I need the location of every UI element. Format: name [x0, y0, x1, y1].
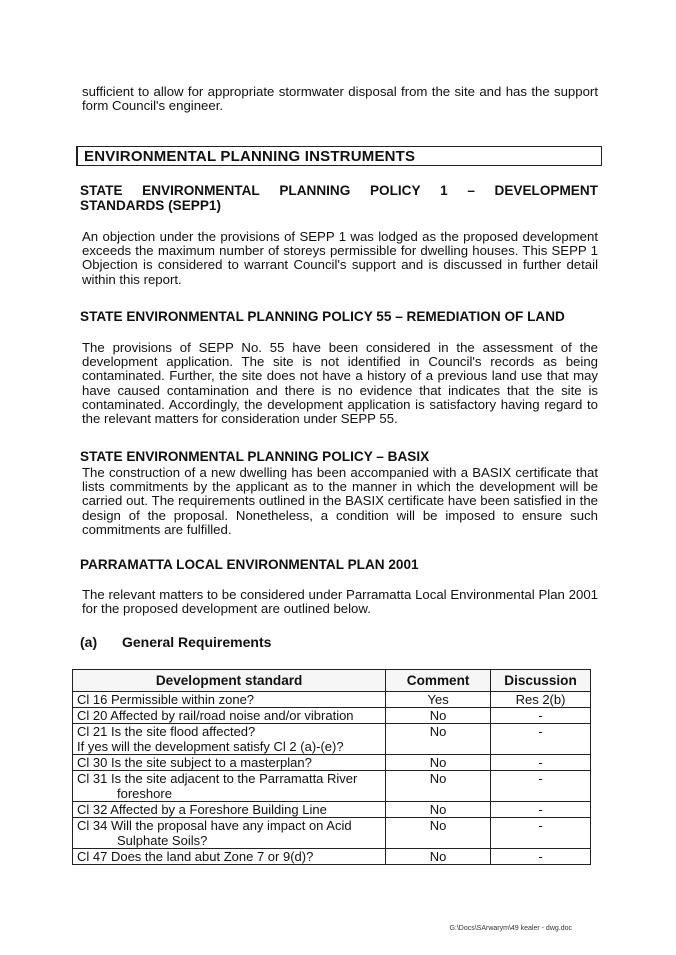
cell-discussion: - — [491, 849, 591, 865]
sepp1-heading-line2: STANDARDS (SEPP1) — [80, 198, 221, 213]
cell-development-standard — [73, 771, 386, 802]
lep-heading: PARRAMATTA LOCAL ENVIRONMENTAL PLAN 2001 — [80, 557, 419, 572]
cell-discussion: - — [491, 802, 591, 818]
standard-text: Cl 16 Permissible within zone? — [77, 692, 255, 707]
sepp55-heading: STATE ENVIRONMENTAL PLANNING POLICY 55 – REMEDIATION OF LAND — [80, 309, 565, 324]
cell-comment: No — [386, 849, 491, 865]
footer-file-path: G:\Docs\SArwarym\49 kealer - dwg.doc — [449, 925, 572, 932]
header-development-standard: Development standard — [73, 670, 386, 692]
basix-heading: STATE ENVIRONMENTAL PLANNING POLICY – BASIX — [80, 449, 430, 464]
table-row — [73, 724, 591, 755]
cell-discussion: - — [491, 818, 591, 849]
sepp1-heading-word: PLANNING — [279, 183, 351, 198]
cell-discussion: - — [491, 771, 591, 802]
standard-text: Cl 20 Affected by rail/road noise and/or vibration — [77, 708, 354, 723]
section-title: ENVIRONMENTAL PLANNING INSTRUMENTS — [84, 148, 416, 165]
sepp55-body: The provisions of SEPP No. 55 have been considered in the assessment of the development application. The site is not identified in Council's records as being contaminated. Further, the site does not have a history of a previous land use that may have caused contamination and there is no evidence that indicates that the site is contaminated. Accordingly, the development application is satisfactory having regard to the relevant matters for consideration under SEPP 55. — [82, 340, 598, 427]
sepp1-heading-line1 — [80, 183, 598, 198]
table-header-row — [73, 670, 591, 692]
cell-comment: No — [386, 755, 491, 771]
sepp1-heading-word: POLICY — [369, 183, 421, 198]
intro-paragraph: sufficient to allow for appropriate stormwater disposal from the site and has the support form Council's engineer. — [82, 84, 598, 114]
standard-text: Cl 30 Is the site subject to a masterplan? — [77, 755, 312, 770]
table-row — [73, 755, 591, 771]
general-requirements-heading — [80, 634, 271, 650]
sepp1-body: An objection under the provisions of SEPP 1 was lodged as the proposed development exceeds the maximum number of storeys permissible for dwelling houses. This SEPP 1 Objection is considered to warrant Council's support and is discussed in further detail within this report. — [82, 229, 598, 287]
cell-development-standard — [73, 802, 386, 818]
cell-discussion: - — [491, 724, 591, 755]
cell-comment: No — [386, 724, 491, 755]
cell-development-standard — [73, 708, 386, 724]
header-discussion: Discussion — [491, 670, 591, 692]
standard-text: Cl 21 Is the site flood affected? — [77, 724, 256, 739]
table-row — [73, 708, 591, 724]
sepp1-heading-word: STATE — [80, 183, 123, 198]
general-requirements-title: General Requirements — [122, 634, 272, 650]
standard-text: Cl 31 Is the site adjacent to the Parramatta River — [77, 771, 358, 786]
basix-body: The construction of a new dwelling has been accompanied with a BASIX certificate that lists commitments by the applicant as to the manner in which the development will be carried out. The requirements outlined in the BASIX certificate have been satisfied in the design of the proposal. Nonetheless, a condition will be imposed to ensure such commitments are fulfilled. — [82, 465, 598, 537]
lep-body: The relevant matters to be considered under Parramatta Local Environmental Plan 2001 for the proposed development are outlined below. — [82, 587, 598, 617]
cell-development-standard — [73, 724, 386, 755]
standard-text: Cl 47 Does the land abut Zone 7 or 9(d)? — [77, 849, 314, 864]
cell-comment: No — [386, 708, 491, 724]
header-comment: Comment — [386, 670, 491, 692]
cell-development-standard — [73, 849, 386, 865]
sepp1-heading-word: – — [467, 183, 475, 198]
standard-text: Cl 32 Affected by a Foreshore Building Line — [77, 802, 327, 817]
cell-comment: Yes — [386, 692, 491, 708]
requirements-table — [72, 669, 591, 865]
sepp1-heading-word: ENVIRONMENTAL — [142, 183, 260, 198]
cell-development-standard — [73, 755, 386, 771]
table-row — [73, 849, 591, 865]
cell-comment: No — [386, 818, 491, 849]
cell-comment: No — [386, 771, 491, 802]
section-title-box — [76, 146, 602, 166]
table-row — [73, 771, 591, 802]
cell-discussion: - — [491, 708, 591, 724]
sepp1-heading-word: 1 — [440, 183, 448, 198]
table-row — [73, 818, 591, 849]
cell-discussion: Res 2(b) — [491, 692, 591, 708]
standard-text-continued: If yes will the development satisfy Cl 2 (a)-(e)? — [77, 739, 344, 754]
cell-discussion: - — [491, 755, 591, 771]
sepp1-heading — [80, 183, 598, 213]
cell-development-standard — [73, 818, 386, 849]
table-row — [73, 802, 591, 818]
general-requirements-label: (a) — [80, 634, 98, 650]
sepp1-heading-word: DEVELOPMENT — [494, 183, 598, 198]
table-row — [73, 692, 591, 708]
standard-text-continued: foreshore — [117, 786, 172, 801]
standard-text: Cl 34 Will the proposal have any impact on Acid — [77, 818, 352, 833]
cell-comment: No — [386, 802, 491, 818]
cell-development-standard — [73, 692, 386, 708]
standard-text-continued: Sulphate Soils? — [117, 833, 208, 848]
